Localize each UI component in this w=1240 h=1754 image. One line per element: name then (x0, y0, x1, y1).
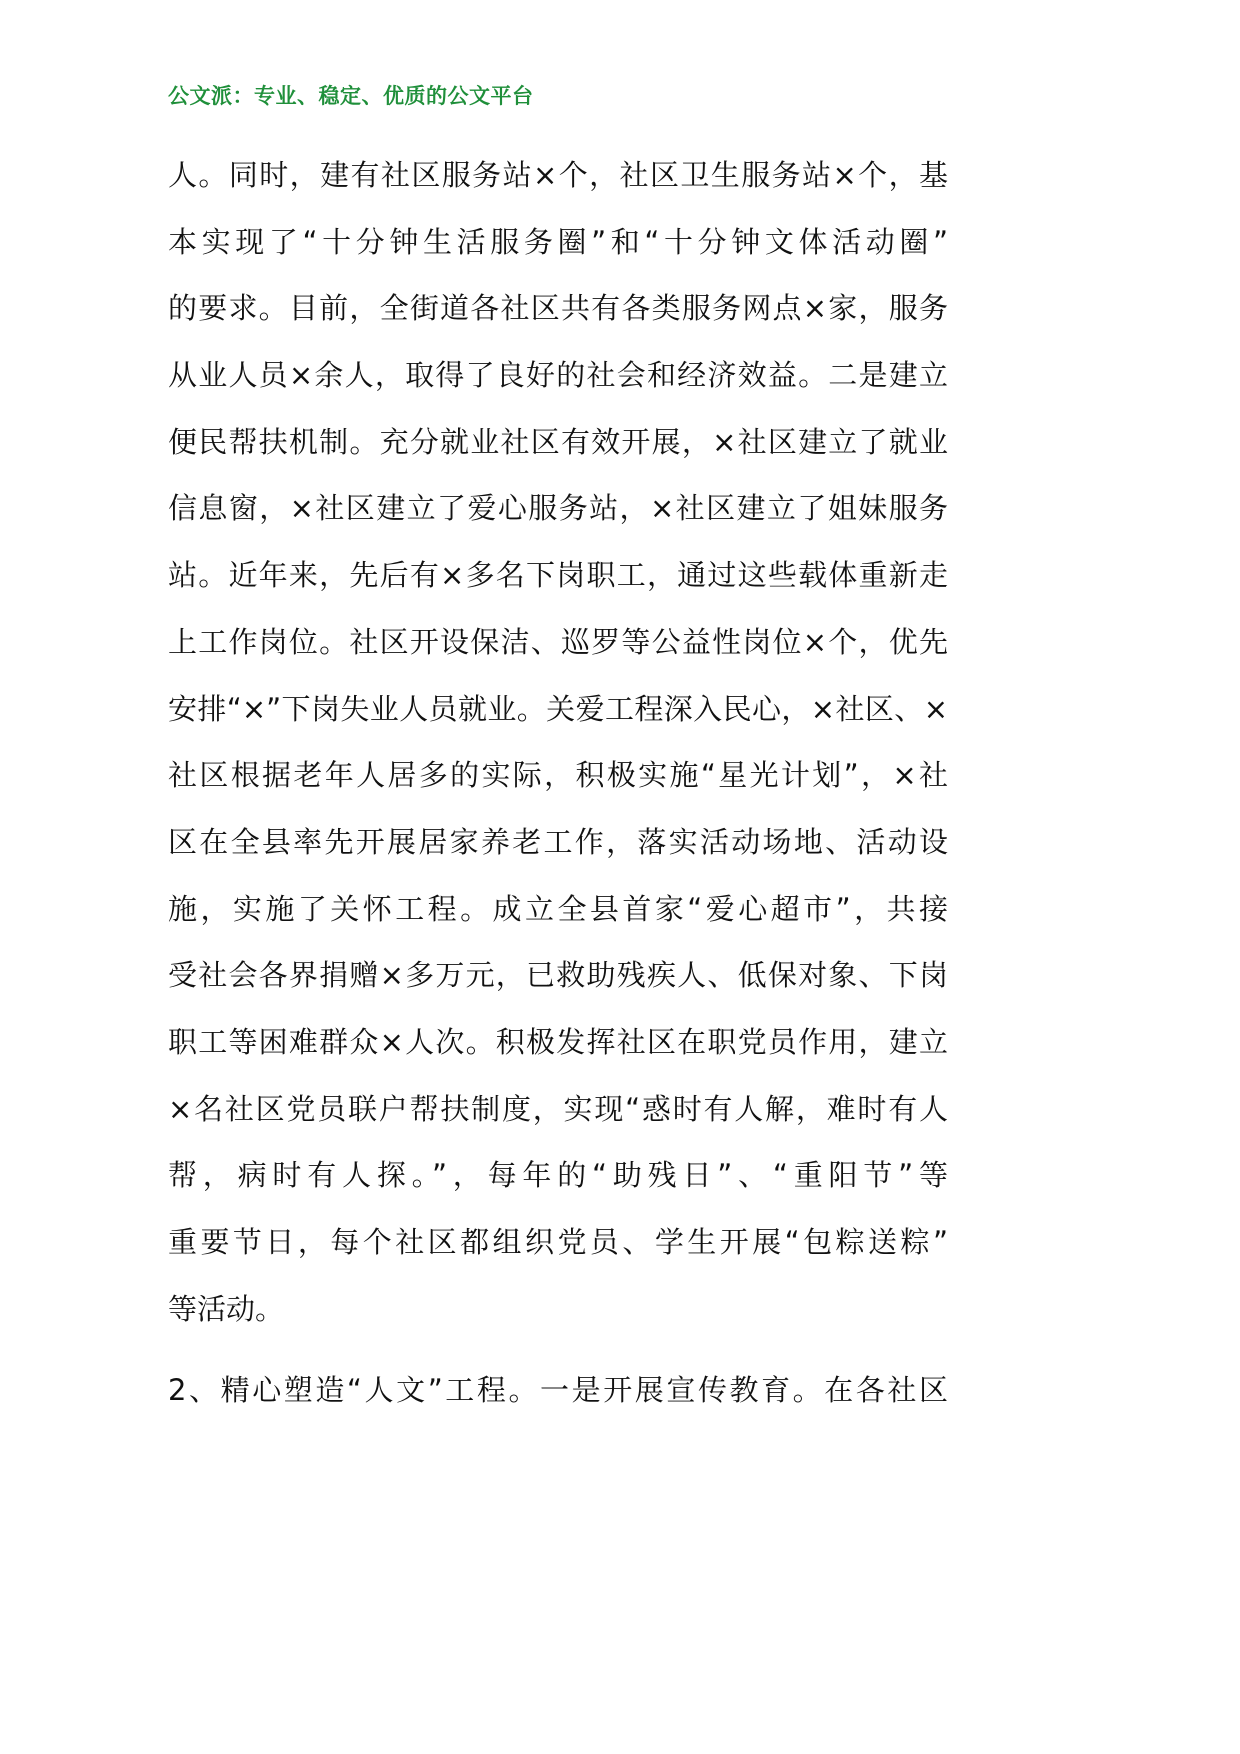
paragraph-1 (168, 150, 948, 1350)
paragraph-line: 社区根据老年人居多的实际，积极实施“星光计划”，×社 (168, 758, 948, 793)
paragraph-line: 信息窗，×社区建立了爱心服务站，×社区建立了姐妹服务 (168, 491, 948, 526)
paragraph-line: 施，实施了关怀工程。成立全县首家“爱心超市”，共接 (168, 891, 948, 926)
paragraph-line: 本实现了“十分钟生活服务圈”和“十分钟文体活动圈” (168, 224, 948, 259)
paragraph-line: 安排“×”下岗失业人员就业。关爱工程深入民心，×社区、× (168, 691, 948, 726)
paragraph-line: 便民帮扶机制。充分就业社区有效开展，×社区建立了就业 (168, 424, 948, 459)
paragraph-line: 职工等困难群众×人次。积极发挥社区在职党员作用，建立 (168, 1024, 948, 1059)
paragraph-line: 等活动。 (168, 1291, 285, 1326)
paragraph-line: 帮，病时有人探。”，每年的“助残日”、“重阳节”等 (168, 1158, 948, 1193)
paragraph-line: 2、精心塑造“人文”工程。一是开展宣传教育。在各社区 (168, 1373, 948, 1407)
paragraph-line: 区在全县率先开展居家养老工作，落实活动场地、活动设 (168, 824, 948, 859)
paragraph-line: 人。同时，建有社区服务站×个，社区卫生服务站×个，基 (168, 158, 948, 192)
paragraph-line: 的要求。目前，全街道各社区共有各类服务网点×家，服务 (168, 291, 948, 326)
paragraph-line: ×名社区党员联户帮扶制度，实现“惑时有人解，难时有人 (168, 1091, 948, 1126)
paragraph-line: 上工作岗位。社区开设保洁、巡罗等公益性岗位×个，优先 (168, 624, 948, 659)
paragraph-2 (168, 1365, 948, 1432)
paragraph-line: 受社会各界捐赠×多万元，已救助残疾人、低保对象、下岗 (168, 958, 948, 993)
paragraph-line: 从业人员×余人，取得了良好的社会和经济效益。二是建立 (168, 358, 948, 393)
paragraph-line: 站。近年来，先后有×多名下岗职工，通过这些载体重新走 (168, 558, 948, 593)
paragraph-line: 重要节日，每个社区都组织党员、学生开展“包粽送粽” (168, 1225, 948, 1259)
header-title: 公文派：专业、稳定、优质的公文平台 (168, 84, 534, 108)
